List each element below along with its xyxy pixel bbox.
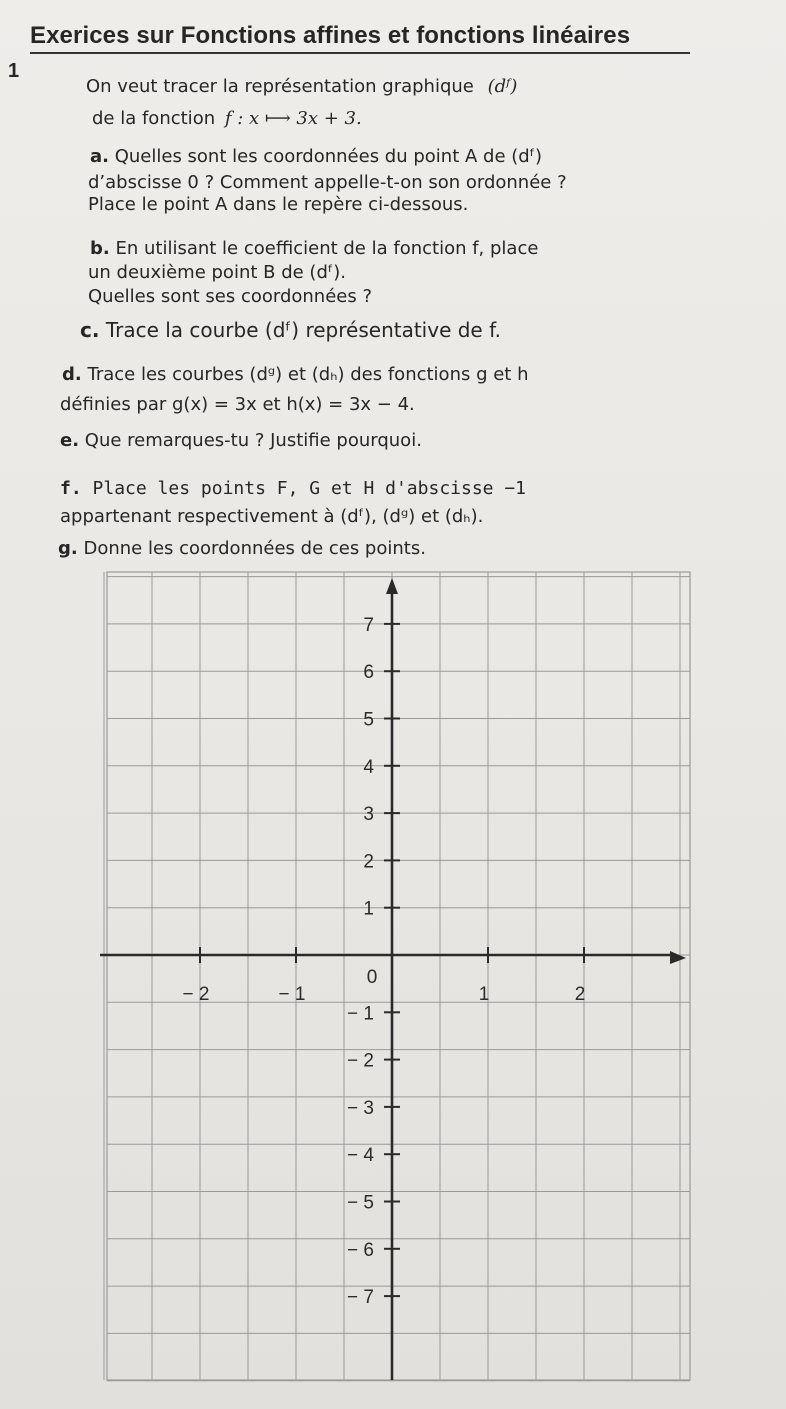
question-f-label: f. (60, 478, 82, 499)
y-tick-label: 1 (363, 898, 374, 920)
function-f: f : x ⟼ 3x + 3. (224, 108, 362, 129)
question-g-text-1: Donne les coordonnées de ces points. (83, 538, 426, 559)
y-tick-label: 6 (363, 662, 374, 684)
intro-prefix: de la fonction (92, 108, 216, 129)
y-tick-label: − 7 (347, 1287, 374, 1309)
page-title: Exerices sur Fonctions affines et fonctions linéaires (30, 22, 690, 54)
question-f-line-2: appartenant respectivement à (dᶠ), (dᵍ) et (dₕ). (60, 506, 484, 527)
question-c-text-1: Trace la courbe (dᶠ) représentative de f. (105, 318, 502, 342)
intro-line-1 (86, 76, 517, 97)
question-e-line-1 (60, 430, 422, 451)
x-tick-label: 1 (478, 984, 490, 1005)
y-tick-label: 3 (363, 804, 374, 826)
question-e-text-1: Que remarques-tu ? Justifie pourquoi. (84, 430, 422, 451)
question-b-text-1: En utilisant le coefficient de la fonction f, place (115, 238, 539, 259)
question-b-line-3: Quelles sont ses coordonnées ? (88, 286, 373, 307)
question-d-label: d. (62, 364, 82, 385)
y-axis-arrow (386, 578, 398, 594)
y-tick-label: − 1 (347, 1003, 374, 1025)
y-tick-label: 4 (363, 756, 374, 778)
question-f-text-1: Place les points F, G et H d'abscisse −1 (92, 478, 527, 499)
exercise-number: 1 (8, 60, 20, 82)
x-tick-label: 2 (574, 984, 586, 1005)
origin-label: 0 (366, 967, 378, 988)
question-a-text-1: Quelles sont les coordonnées du point A de (dᶠ) (114, 146, 543, 167)
question-d-line-2: définies par g(x) = 3x et h(x) = 3x − 4. (60, 394, 415, 415)
question-a-line-3: Place le point A dans le repère ci-dessous. (88, 194, 469, 215)
y-tick-label: 7 (363, 614, 374, 636)
grid-lines (104, 572, 690, 1381)
question-a-label: a. (90, 146, 109, 167)
y-tick-label: − 3 (347, 1097, 374, 1119)
x-tick-label: − 1 (278, 984, 306, 1005)
question-a-line-2: d’abscisse 0 ? Comment appelle-t-on son ordonnée ? (88, 172, 567, 193)
axes (100, 578, 686, 1380)
intro-text: On veut tracer la représentation graphique (86, 76, 474, 97)
y-tick-label: − 6 (347, 1239, 374, 1261)
coordinate-grid (0, 560, 786, 1409)
question-g-label: g. (58, 538, 78, 559)
x-axis-arrow (670, 951, 686, 964)
question-d-text-1: Trace les courbes (dᵍ) et (dₕ) des fonctions g et h (87, 364, 529, 385)
y-tick-label: − 2 (347, 1050, 374, 1072)
y-tick-label: 2 (363, 851, 374, 873)
grid-svg (0, 560, 786, 1409)
question-b-line-1 (90, 238, 538, 259)
y-tick-label: 5 (363, 709, 374, 731)
x-tick-label: − 2 (182, 984, 210, 1005)
question-a-line-1 (90, 146, 542, 167)
question-b-line-2: un deuxième point B de (dᶠ). (88, 262, 346, 283)
question-c-label: c. (80, 318, 100, 342)
question-e-label: e. (60, 430, 80, 451)
question-b-label: b. (90, 238, 110, 259)
question-g-line-1 (58, 538, 426, 559)
question-c-line-1 (80, 318, 501, 342)
curve-df: (dᶠ) (487, 76, 518, 97)
question-d-line-1 (62, 364, 529, 385)
y-tick-label: − 5 (347, 1192, 374, 1214)
question-f-line-1 (60, 478, 526, 499)
intro-line-2 (92, 108, 362, 129)
y-tick-label: − 4 (347, 1145, 374, 1167)
grid-border (107, 572, 690, 1380)
